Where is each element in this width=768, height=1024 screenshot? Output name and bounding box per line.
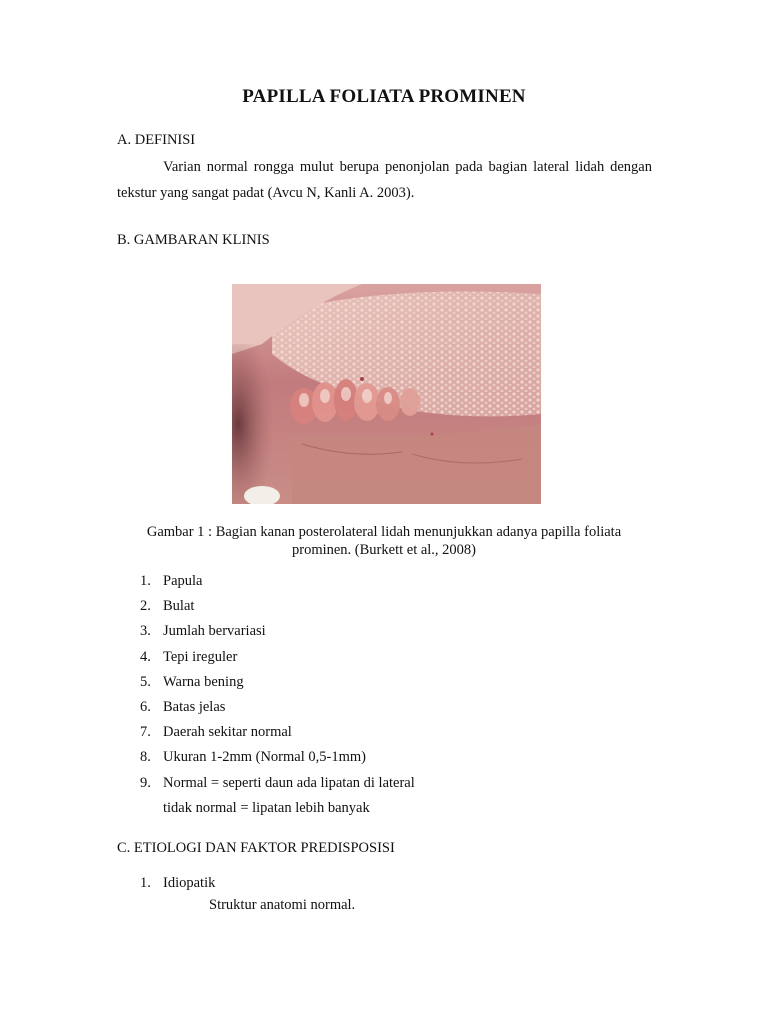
figure-caption-line-1: Gambar 1 : Bagian kanan posterolateral lidah menunjukkan adanya papilla foliata: [146, 524, 622, 540]
document-title: PAPILLA FOLIATA PROMINEN: [242, 86, 526, 107]
section-heading-gambaran-klinis: B. GAMBARAN KLINIS: [117, 232, 270, 248]
definition-paragraph: Varian normal rongga mulut berupa penonjolan pada bagian lateral lidah dengan tekstur yang sangat padat (Avcu N, Kanli A. 2003).: [117, 159, 652, 201]
clinical-features-list: [140, 569, 415, 821]
list-item: 3. Jumlah bervariasi: [140, 623, 266, 640]
section-heading-definisi: A. DEFINISI: [117, 132, 196, 148]
section-heading-etiologi: C. ETIOLOGI DAN FAKTOR PREDISPOSISI: [117, 840, 395, 856]
list-item: 4. Tepi ireguler: [140, 648, 238, 665]
list-item: 1. Papula: [140, 573, 203, 589]
list-item: 6. Batas jelas: [140, 698, 226, 715]
etiology-detail: Struktur anatomi normal.: [209, 897, 356, 913]
list-item: 8. Ukuran 1-2mm (Normal 0,5-1mm): [140, 749, 366, 766]
figure-caption-line-2: prominen. (Burkett et al., 2008): [291, 542, 477, 558]
figure-caption: [120, 523, 648, 559]
list-item: 5. Warna bening: [140, 673, 244, 690]
list-item: 9. Normal = seperti daun ada lipatan di lateral: [140, 774, 415, 791]
etiology-list: [140, 871, 215, 896]
list-item-continuation: tidak normal = lipatan lebih banyak: [163, 799, 370, 816]
list-item: 7. Daerah sekitar normal: [140, 724, 292, 741]
list-item: 1. Idiopatik: [140, 875, 216, 891]
clinical-photo-tongue: [232, 284, 541, 504]
list-item: 2. Bulat: [140, 598, 195, 615]
